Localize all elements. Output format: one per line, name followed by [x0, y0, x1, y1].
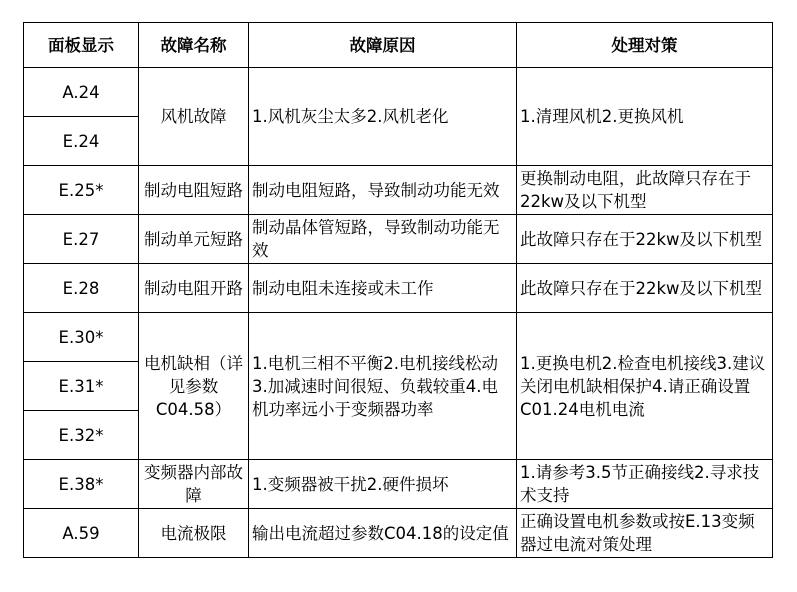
code-cell: E.32* [24, 411, 139, 460]
cause-cell: 制动电阻未连接或未工作 [249, 264, 517, 313]
code-cell: A.24 [24, 68, 139, 117]
action-cell: 1.请参考3.5节正确接线2.寻求技术支持 [517, 460, 773, 509]
code-cell: E.25* [24, 166, 139, 215]
table-row [24, 509, 773, 558]
header-code: 面板显示 [24, 23, 139, 68]
cause-cell: 制动电阻短路，导致制动功能无效 [249, 166, 517, 215]
table-row [24, 215, 773, 264]
table-row [24, 460, 773, 509]
table-row [24, 264, 773, 313]
code-cell: A.59 [24, 509, 139, 558]
header-name: 故障名称 [139, 23, 249, 68]
name-cell: 变频器内部故障 [139, 460, 249, 509]
cause-cell: 制动晶体管短路，导致制动功能无效 [249, 215, 517, 264]
table-row [24, 313, 773, 362]
action-cell: 更换制动电阻，此故障只存在于22kw及以下机型 [517, 166, 773, 215]
code-cell: E.27 [24, 215, 139, 264]
cause-cell: 1.变频器被干扰2.硬件损坏 [249, 460, 517, 509]
code-cell: E.24 [24, 117, 139, 166]
name-cell: 制动电阻开路 [139, 264, 249, 313]
table-row [24, 166, 773, 215]
code-cell: E.31* [24, 362, 139, 411]
name-cell: 风机故障 [139, 68, 249, 166]
action-cell: 1.更换电机2.检查电机接线3.建议关闭电机缺相保护4.请正确设置C01.24电机电流 [517, 313, 773, 460]
fault-table [23, 22, 773, 558]
cause-cell: 输出电流超过参数C04.18的设定值 [249, 509, 517, 558]
action-cell: 正确设置电机参数或按E.13变频器过电流对策处理 [517, 509, 773, 558]
table-row [24, 68, 773, 117]
name-cell: 电机缺相（详见参数C04.58） [139, 313, 249, 460]
action-cell: 此故障只存在于22kw及以下机型 [517, 215, 773, 264]
code-cell: E.30* [24, 313, 139, 362]
header-action: 处理对策 [517, 23, 773, 68]
header-cause: 故障原因 [249, 23, 517, 68]
action-cell: 1.清理风机2.更换风机 [517, 68, 773, 166]
name-cell: 制动电阻短路 [139, 166, 249, 215]
cause-cell: 1.电机三相不平衡2.电机接线松动3.加减速时间很短、负载较重4.电机功率远小于变频器功率 [249, 313, 517, 460]
code-cell: E.28 [24, 264, 139, 313]
header-row [24, 23, 773, 68]
code-cell: E.38* [24, 460, 139, 509]
name-cell: 制动单元短路 [139, 215, 249, 264]
name-cell: 电流极限 [139, 509, 249, 558]
action-cell: 此故障只存在于22kw及以下机型 [517, 264, 773, 313]
cause-cell: 1.风机灰尘太多2.风机老化 [249, 68, 517, 166]
